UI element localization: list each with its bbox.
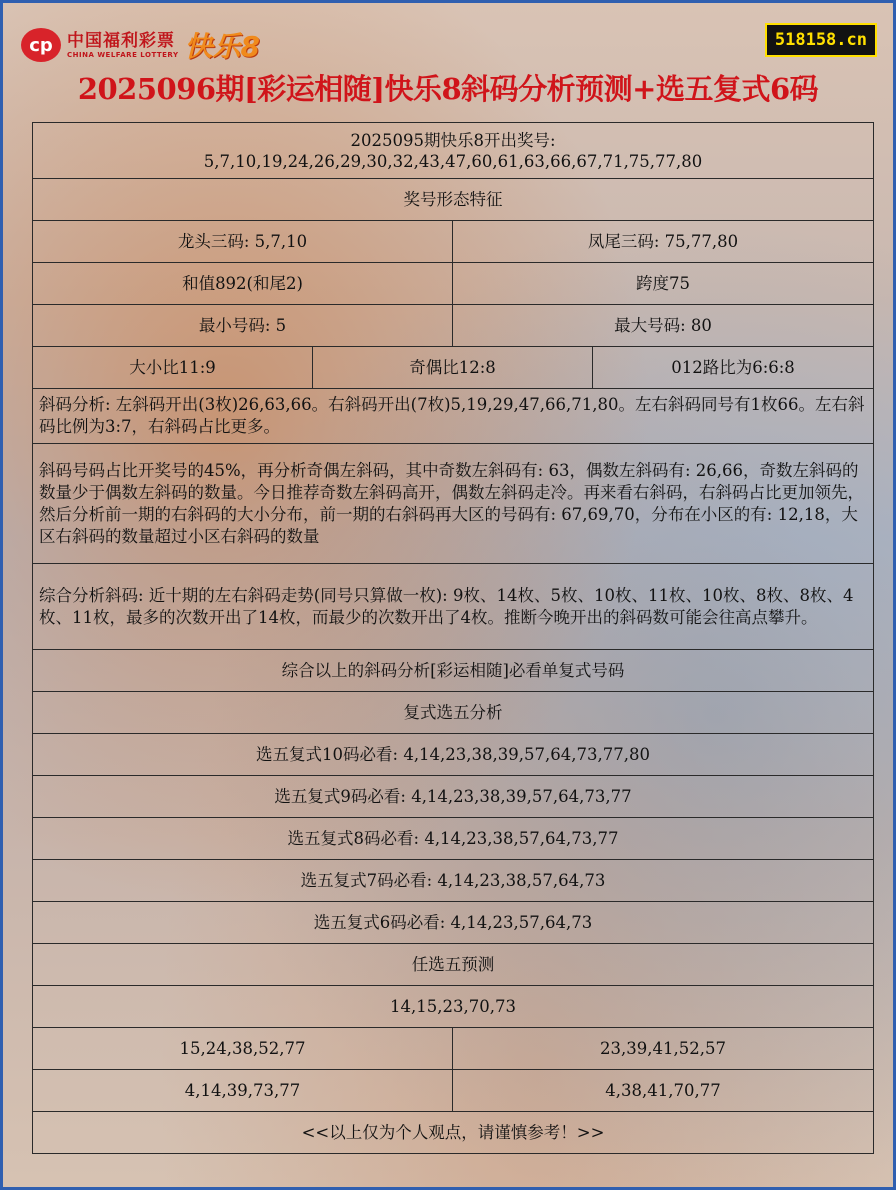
- analysis-paragraph-1: 斜码分析: 左斜码开出(3枚)26,63,66。右斜码开出(7枚)5,19,29,47,66,71,80。左右斜码同号有1枚66。左右斜码比例为3:7，右斜码占比更多。: [33, 389, 874, 444]
- big-small-ratio: 大小比11:9: [33, 347, 313, 389]
- site-badge: 518158.cn: [765, 23, 877, 57]
- sum-value: 和值892(和尾2): [33, 263, 453, 305]
- analysis-paragraph-2: 斜码号码占比开奖号的45%，再分析奇偶左斜码，其中奇数左斜码有: 63，偶数左斜码有: 26,66，奇数左斜码的数量少于偶数左斜码的数量。今日推荐奇数左斜码高开，偶数左斜码走冷。再来看右斜码，右斜码占比更加领先，然后分析前一期的右斜码的大小分布，前一期的右斜码再大区的号码有: 67,69,70，分布在小区的有: 12,18，大区右斜码的数量超过小区右斜码的数量: [33, 444, 874, 564]
- pick5-main: 14,15,23,70,73: [33, 986, 874, 1028]
- features-heading: 奖号形态特征: [33, 179, 874, 221]
- head-three: 龙头三码: 5,7,10: [33, 221, 453, 263]
- draw-numbers: 5,7,10,19,24,26,29,30,32,43,47,60,61,63,66,67,71,75,77,80: [203, 151, 703, 171]
- recommend-heading: 综合以上的斜码分析[彩运相随]必看单复式号码: [33, 650, 874, 692]
- multi-analysis-heading: 复式选五分析: [33, 692, 874, 734]
- page-title: 2025096期[彩运相随]快乐8斜码分析预测+选五复式6码: [77, 72, 819, 106]
- draw-results: [33, 123, 874, 179]
- logo-cn: 中国福利彩票: [67, 30, 175, 51]
- route-012-ratio: 012路比为6:6:8: [593, 347, 874, 389]
- multi-9-codes: 选五复式9码必看: 4,14,23,38,39,57,64,73,77: [33, 776, 874, 818]
- pick5-heading: 任选五预测: [33, 944, 874, 986]
- pick5-option-3: 4,14,39,73,77: [33, 1070, 453, 1112]
- welfare-lottery-logo-icon: cp: [21, 28, 61, 62]
- pick5-option-2: 23,39,41,52,57: [453, 1028, 874, 1070]
- footer-disclaimer: <<以上仅为个人观点，请谨慎参考！>>: [33, 1112, 874, 1154]
- analysis-paragraph-3: 综合分析斜码: 近十期的左右斜码走势(同号只算做一枚): 9枚、14枚、5枚、10枚、11枚、10枚、8枚、8枚、4枚、11枚，最多的次数开出了14枚，而最少的次数开出了4枚。推断今晚开出的斜码数可能会往高点攀升。: [33, 564, 874, 650]
- logo-en: CHINA WELFARE LOTTERY: [67, 50, 179, 59]
- min-number: 最小号码: 5: [33, 305, 453, 347]
- max-number: 最大号码: 80: [453, 305, 874, 347]
- analysis-table: [32, 122, 874, 1154]
- draw-label: 2025095期快乐8开出奖号:: [350, 130, 556, 150]
- lottery-logo: [21, 25, 260, 65]
- multi-6-codes: 选五复式6码必看: 4,14,23,57,64,73: [33, 902, 874, 944]
- odd-even-ratio: 奇偶比12:8: [313, 347, 593, 389]
- pick5-option-4: 4,38,41,70,77: [453, 1070, 874, 1112]
- multi-8-codes: 选五复式8码必看: 4,14,23,38,57,64,73,77: [33, 818, 874, 860]
- logo-brand: 快乐8: [184, 30, 260, 63]
- multi-10-codes: 选五复式10码必看: 4,14,23,38,39,57,64,73,77,80: [33, 734, 874, 776]
- span-value: 跨度75: [453, 263, 874, 305]
- pick5-option-1: 15,24,38,52,77: [33, 1028, 453, 1070]
- logo-text: [67, 31, 179, 60]
- header: [3, 3, 893, 118]
- tail-three: 凤尾三码: 75,77,80: [453, 221, 874, 263]
- multi-7-codes: 选五复式7码必看: 4,14,23,38,57,64,73: [33, 860, 874, 902]
